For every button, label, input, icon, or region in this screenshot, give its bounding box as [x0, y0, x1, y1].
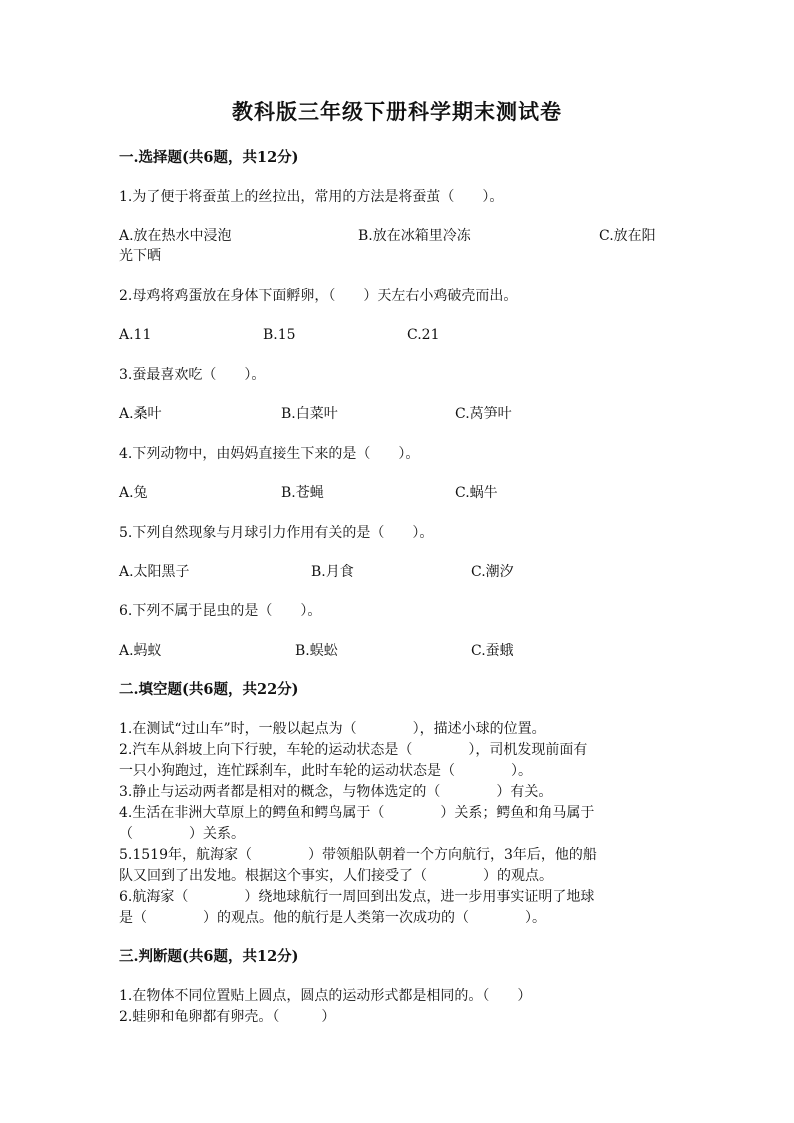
option-c: C.21: [407, 327, 440, 343]
fill-line: 是（ ）的观点。他的航行是人类第一次成功的（ ）。: [119, 910, 546, 926]
option-c: C.蜗牛: [455, 485, 498, 501]
option-c: C.莴笋叶: [455, 406, 512, 422]
option-a: A.11: [119, 327, 152, 343]
judge-line: 1.在物体不同位置贴上圆点，圆点的运动形式都是相同的。（ ）: [119, 988, 532, 1004]
fill-line: 6.航海家（ ）绕地球航行一周回到出发点，进一步用事实证明了地球: [119, 889, 595, 905]
option-c-continued: 光下晒: [119, 248, 161, 264]
judge-line: 2.蛙卵和龟卵都有卵壳。（ ）: [119, 1009, 336, 1025]
option-c: C.潮汐: [471, 564, 514, 580]
question-stem: 4.下列动物中，由妈妈直接生下来的是（ ）。: [119, 446, 420, 462]
section-heading-choice: 一.选择题(共6题，共12分): [119, 149, 299, 166]
section-heading-judge: 三.判断题(共6题，共12分): [119, 948, 299, 965]
question-stem: 6.下列不属于昆虫的是（ ）。: [119, 603, 322, 619]
question-stem: 2.母鸡将鸡蛋放在身体下面孵卵，（ ）天左右小鸡破壳而出。: [119, 288, 518, 304]
option-a: A.太阳黑子: [119, 564, 190, 580]
option-b: B.月食: [311, 564, 354, 580]
question-stem: 3.蚕最喜欢吃（ ）。: [119, 367, 266, 383]
option-b: B.蜈蚣: [295, 643, 338, 659]
fill-line: （ ）关系。: [119, 826, 245, 842]
fill-line: 队又回到了出发地。根据这个事实，人们接受了（ ）的观点。: [119, 868, 553, 884]
fill-line: 一只小狗跑过，连忙踩刹车，此时车轮的运动状态是（ ）。: [119, 763, 532, 779]
fill-line: 5.1519年，航海家（ ）带领船队朝着一个方向航行，3年后，他的船: [119, 847, 597, 863]
option-c: C.放在阳: [599, 228, 656, 244]
fill-line: 2.汽车从斜坡上向下行驶，车轮的运动状态是（ ），司机发现前面有: [119, 742, 588, 758]
option-a: A.兔: [119, 485, 148, 501]
option-a: A.桑叶: [119, 406, 162, 422]
question-stem: 1.为了便于将蚕茧上的丝拉出，常用的方法是将蚕茧（ ）。: [119, 189, 504, 205]
option-b: B.苍蝇: [281, 485, 324, 501]
fill-line: 4.生活在非洲大草原上的鳄鱼和鳄鸟属于（ ）关系；鳄鱼和角马属于: [119, 805, 595, 821]
question-stem: 5.下列自然现象与月球引力作用有关的是（ ）。: [119, 525, 434, 541]
option-b: B.15: [263, 327, 296, 343]
option-b: B.放在冰箱里冷冻: [358, 228, 471, 244]
section-heading-fill: 二.填空题(共6题，共22分): [119, 681, 299, 698]
option-c: C.蚕蛾: [471, 643, 514, 659]
option-a: A.蚂蚁: [119, 643, 162, 659]
exam-title: 教科版三年级下册科学期末测试卷: [232, 99, 562, 124]
option-b: B.白菜叶: [281, 406, 338, 422]
fill-line: 1.在测试“过山车”时，一般以起点为（ ），描述小球的位置。: [119, 721, 546, 737]
fill-line: 3.静止与运动两者都是相对的概念，与物体选定的（ ）有关。: [119, 784, 553, 800]
option-a: A.放在热水中浸泡: [119, 228, 232, 244]
